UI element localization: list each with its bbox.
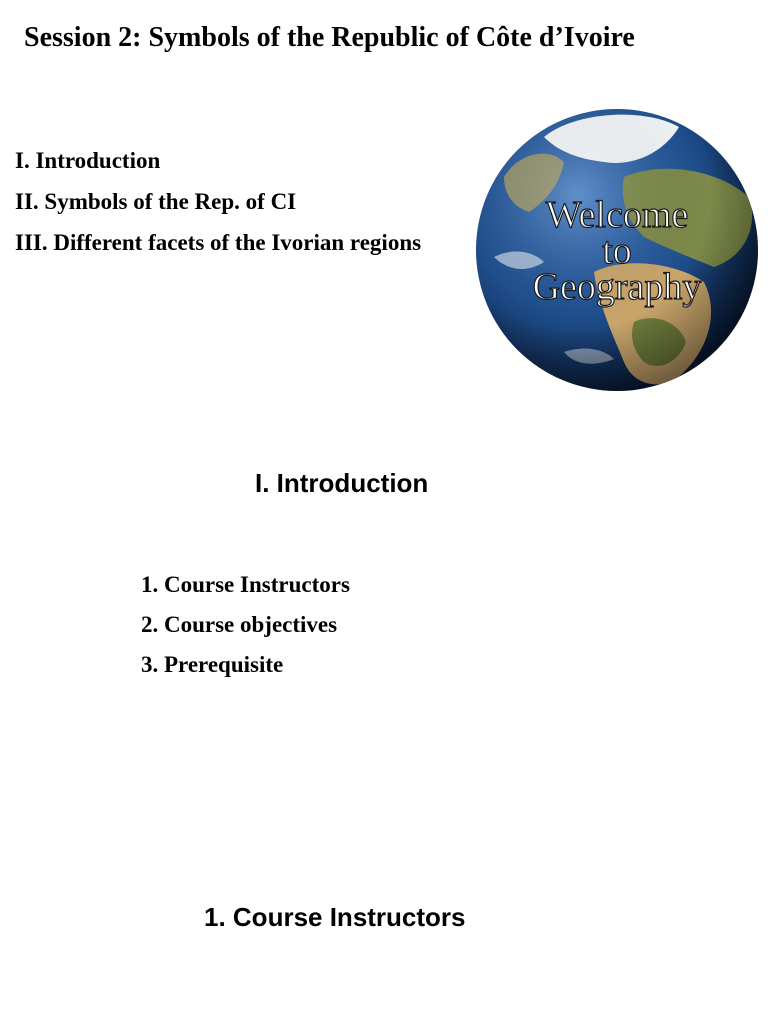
globe-text-to: to: [602, 230, 632, 272]
outline-item-introduction: I. Introduction: [15, 148, 161, 173]
welcome-geography-globe-image: [474, 107, 760, 393]
intro-item-instructors: 1. Course Instructors: [141, 572, 350, 597]
course-instructors-heading: 1. Course Instructors: [204, 902, 466, 932]
session-outline: [15, 140, 421, 263]
page-title: Session 2: Symbols of the Republic of Côte d’Ivoire: [24, 22, 635, 53]
introduction-list: [141, 565, 350, 685]
outline-item-symbols: II. Symbols of the Rep. of CI: [15, 189, 297, 214]
outline-item-facets: III. Different facets of the Ivorian regions: [15, 230, 422, 255]
intro-item-prerequisite: 3. Prerequisite: [141, 652, 284, 677]
introduction-heading: I. Introduction: [255, 468, 429, 498]
intro-item-objectives: 2. Course objectives: [141, 612, 338, 637]
globe-text-geography: Geography: [532, 266, 702, 308]
globe-text-welcome: Welcome: [545, 194, 689, 236]
